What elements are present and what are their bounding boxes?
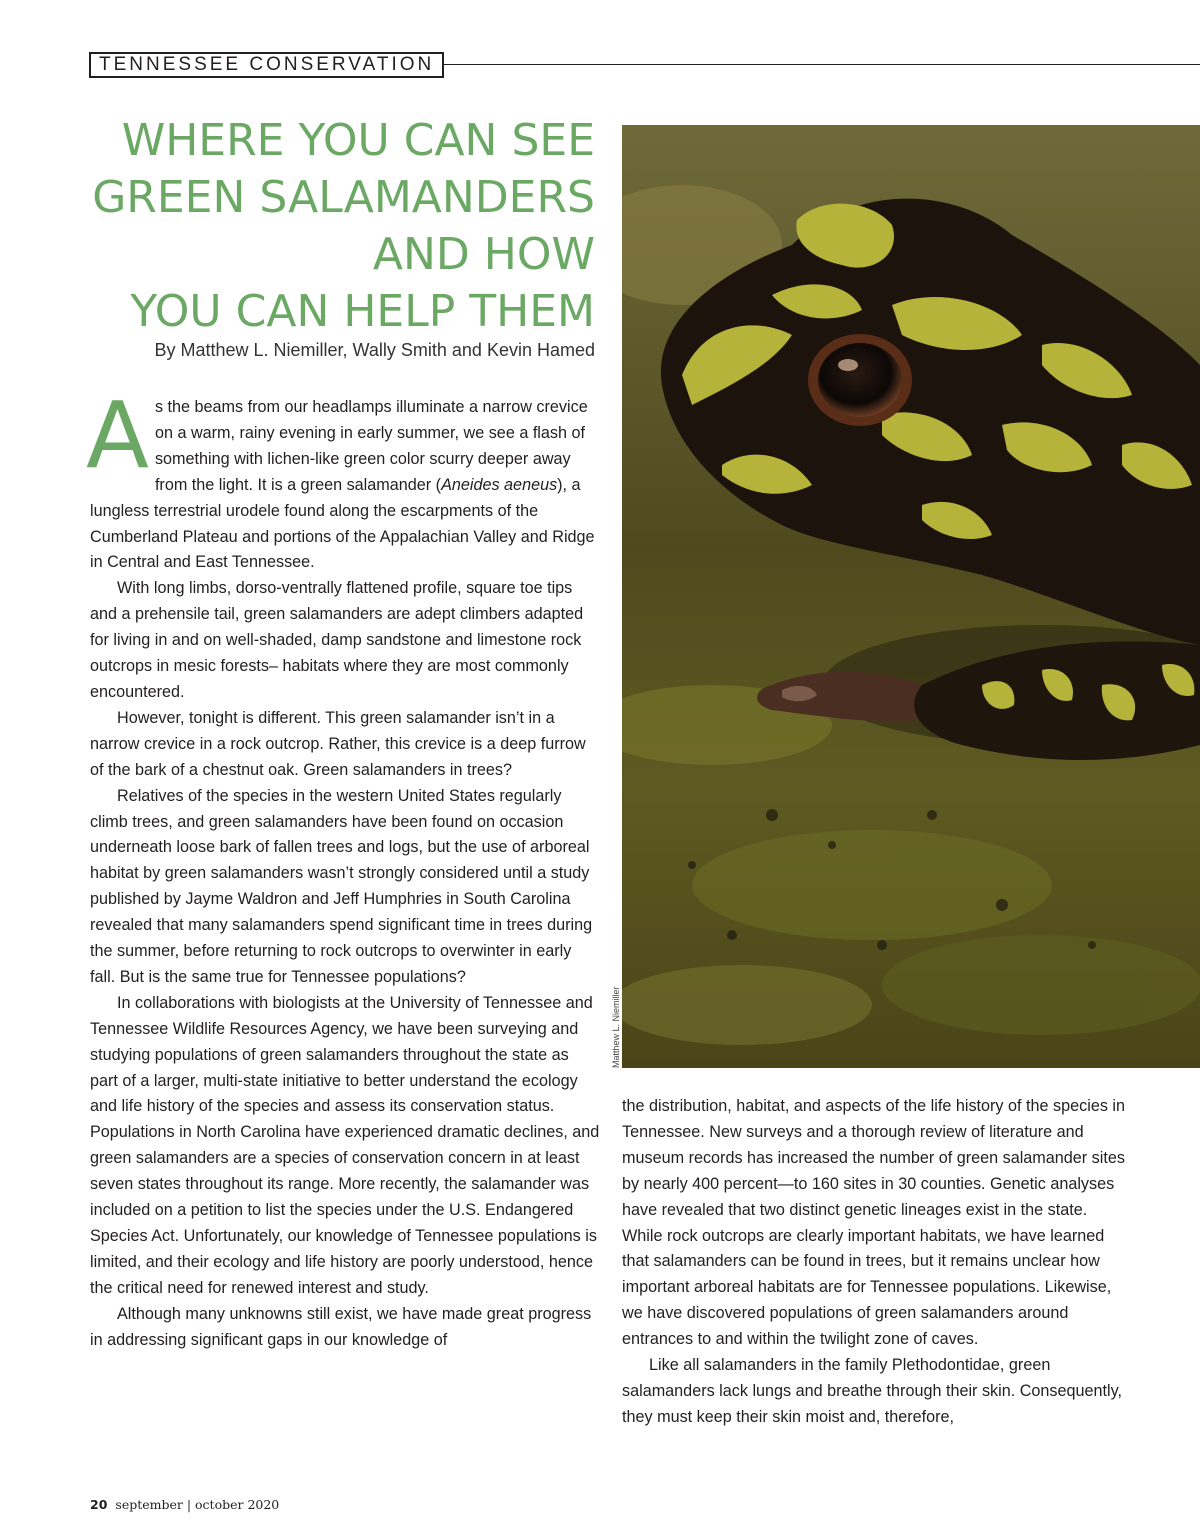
byline: By Matthew L. Niemiller, Wally Smith and Kevin Hamed — [154, 340, 595, 360]
page-number: 20 — [90, 1497, 108, 1512]
headline-line-4: YOU CAN HELP THEM — [130, 286, 595, 337]
paragraph-7: Like all salamanders in the family Plethodontidae, green salamanders lack lungs and breathe through their skin. Consequently, they must keep their skin moist and, therefore, — [622, 1356, 1123, 1426]
salamander-photo — [622, 125, 1200, 1068]
header-rule — [440, 64, 1200, 65]
headline-line-1: WHERE YOU CAN SEE — [121, 115, 595, 166]
section-label: TENNESSEE CONSERVATION — [89, 52, 444, 78]
headline — [40, 112, 595, 340]
paragraph-1 — [86, 382, 600, 576]
paragraph-4: Relatives of the species in the western United States regularly climb trees, and green salamanders have been found on occasion underneath loose bark of fallen trees and logs, but the use of arboreal habitat by green salamanders wasn’t strongly considered until a study published by Jayme Waldron and Jeff Humphries in South Carolina revealed that many salamanders spend significant time in trees during the summer, before returning to rock outcrops to overwinter in early fall. But is the same true for Tennessee populations? — [90, 786, 593, 986]
article-column-left — [86, 382, 600, 1354]
paragraph-3: However, tonight is different. This green salamander isn’t in a narrow crevice in a rock outcrop. Rather, this crevice is a deep furrow of the bark of a chestnut oak. Green salamanders in trees? — [90, 708, 586, 779]
drop-cap: A — [86, 382, 149, 489]
headline-line-2: GREEN SALAMANDERS — [92, 172, 595, 223]
paragraph-2: With long limbs, dorso-ventrally flattened profile, square toe tips and a prehensile tail, green salamanders are adept climbers adapted for living in and on well-shaded, damp sandstone and limestone rock outcrops in mesic forests– habitats where they are most commonly encountered. — [90, 579, 584, 701]
species-name: Aneides aeneus — [441, 475, 558, 494]
paragraph-5: In collaborations with biologists at the University of Tennessee and Tennessee Wildlife Resources Agency, we have been surveying and studying populations of green salamanders throughout the state as part of a larger, multi-state initiative to better understand the ecology and life history of the species and assess its conservation status. Populations in North Carolina have experienced dramatic declines, and green salamanders are a species of conservation concern in at least seven states throughout its range. More recently, the salamander was included on a petition to list the species under the U.S. Endangered Species Act. Unfortunately, our knowledge of Tennessee populations is limited, and their ecology and life history are poorly understood, hence the critical need for renewed interest and study. — [90, 993, 600, 1297]
paragraph-6: Although many unknowns still exist, we have made great progress in addressing significant gaps in our knowledge of — [90, 1304, 592, 1349]
paragraph-6-continued: the distribution, habitat, and aspects of the life history of the species in Tennessee. New surveys and a thorough review of literature and museum records has increased the number of green salamander sites by nearly 400 percent—to 160 sites in 30 counties. Genetic analyses have revealed that two distinct genetic lineages exist in the state. While rock outcrops are clearly important habitats, we have learned that salamanders can be found in trees, but it remains unclear how important arboreal habitats are for Tennessee populations. Likewise, we have discovered populations of green salamanders around entrances to and within the twilight zone of caves. — [622, 1097, 1126, 1349]
paragraph-1-end: ), a lungless terrestrial urodele found along the escarpments of the Cumberland Plateau and portions of the Appalachian Valley and Ridge in Central and East Tennessee. — [90, 475, 595, 572]
paragraph-1-start: s the beams from our headlamps illuminate a narrow crevice on a warm, rainy evening in early summer, we see a flash of something with lichen-like green color scurry deeper away from the light. It is a green salamander ( — [154, 398, 588, 494]
headline-line-3: AND HOW — [372, 229, 595, 280]
photo-credit: Matthew L. Niemiller — [611, 986, 621, 1068]
page-footer — [90, 1497, 279, 1512]
article-column-right — [622, 1094, 1127, 1431]
issue-date: september | october 2020 — [115, 1497, 280, 1512]
